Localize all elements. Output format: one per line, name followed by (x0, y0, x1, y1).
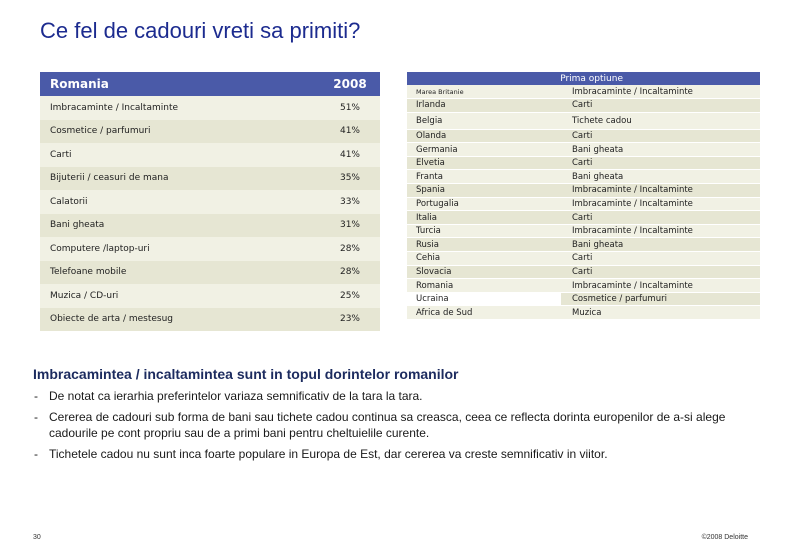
bullet-item: - Tichetele cadou nu sunt inca foarte populare in Europa de Est, dar cererea va creste semnificativ in viitor. (33, 446, 773, 462)
choice-cell: Tichete cadou (561, 112, 760, 129)
table-row (40, 96, 380, 120)
choice-cell: Imbracaminte / Incaltaminte (561, 184, 760, 198)
choice-cell: Imbracaminte / Incaltaminte (561, 279, 760, 293)
country-cell: Belgia (407, 112, 561, 129)
country-cell: Italia (407, 211, 561, 225)
country-cell: Africa de Sud (407, 306, 561, 320)
row-label: Bijuterii / ceasuri de mana (40, 167, 320, 191)
row-value: 28% (320, 261, 380, 285)
summary-section (33, 366, 773, 467)
summary-heading: Imbracamintea / incaltamintea sunt in topul dorintelor romanilor (33, 366, 459, 382)
slide-title: Ce fel de cadouri vreti sa primiti? (40, 18, 361, 43)
country-cell: Ucraina (407, 292, 561, 306)
row-value: 51% (320, 96, 380, 120)
bullet-list (33, 388, 773, 462)
table-row (407, 99, 760, 113)
choice-cell: Imbracaminte / Incaltaminte (561, 85, 760, 99)
choice-cell: Imbracaminte / Incaltaminte (561, 197, 760, 211)
choice-cell: Bani gheata (561, 143, 760, 157)
choice-cell: Carti (561, 156, 760, 170)
row-label: Bani gheata (40, 214, 320, 238)
country-cell: Cehia (407, 252, 561, 266)
bullet-item: - De notat ca ierarhia preferintelor variaza semnificativ de la tara la tara. (33, 388, 773, 404)
country-cell: Franta (407, 170, 561, 184)
country-cell: Portugalia (407, 197, 561, 211)
row-label: Carti (40, 143, 320, 167)
country-cell: Spania (407, 184, 561, 198)
row-value: 31% (320, 214, 380, 238)
country-cell: Irlanda (407, 99, 561, 113)
table-row (40, 284, 380, 308)
table-row (40, 237, 380, 261)
row-label: Imbracaminte / Incaltaminte (40, 96, 320, 120)
table-row (407, 143, 760, 157)
country-cell: Olanda (407, 129, 561, 143)
table-row (407, 265, 760, 279)
table-row (407, 306, 760, 320)
table-row (40, 143, 380, 167)
table-row (407, 197, 760, 211)
row-label: Computere /laptop-uri (40, 237, 320, 261)
table-row (407, 279, 760, 293)
table-header-row (40, 72, 380, 96)
row-value: 23% (320, 308, 380, 332)
table-row (407, 184, 760, 198)
table-row (407, 292, 760, 306)
table-row (40, 214, 380, 238)
row-value: 28% (320, 237, 380, 261)
choice-cell: Imbracaminte / Incaltaminte (561, 224, 760, 238)
row-label: Obiecte de arta / mestesug (40, 308, 320, 332)
header-country: Romania (40, 72, 320, 96)
choice-cell: Cosmetice / parfumuri (561, 292, 760, 306)
table-row (407, 85, 760, 99)
page-number: 30 (33, 534, 41, 541)
table-row (40, 308, 380, 332)
row-value: 33% (320, 190, 380, 214)
choice-cell: Carti (561, 252, 760, 266)
header-year: 2008 (320, 72, 380, 96)
header-first-choice: Prima optiune (407, 72, 760, 85)
choice-cell: Carti (561, 129, 760, 143)
table-row (40, 120, 380, 144)
country-cell: Germania (407, 143, 561, 157)
country-cell: Elvetia (407, 156, 561, 170)
table-header-row (407, 72, 760, 85)
table-row (407, 252, 760, 266)
copyright-notice: ©2008 Deloitte (701, 534, 748, 541)
country-cell: Marea Britanie (407, 85, 561, 99)
country-cell: Slovacia (407, 265, 561, 279)
choice-cell: Bani gheata (561, 170, 760, 184)
country-cell: Romania (407, 279, 561, 293)
table-row (40, 167, 380, 191)
row-value: 35% (320, 167, 380, 191)
country-cell: Turcia (407, 224, 561, 238)
first-choice-by-country-table (407, 72, 760, 320)
row-value: 25% (320, 284, 380, 308)
choice-cell: Carti (561, 211, 760, 225)
choice-cell: Bani gheata (561, 238, 760, 252)
choice-cell: Muzica (561, 306, 760, 320)
row-label: Calatorii (40, 190, 320, 214)
bullet-item: - Cererea de cadouri sub forma de bani sau tichete cadou continua sa creasca, ceea ce reflecta dorinta europenilor de a-si alege cadourile pe cont propriu sau de a primi bani pentru cheltuielile curente. (33, 409, 773, 441)
row-label: Telefoane mobile (40, 261, 320, 285)
row-label: Muzica / CD-uri (40, 284, 320, 308)
row-value: 41% (320, 120, 380, 144)
choice-cell: Carti (561, 265, 760, 279)
table-row (407, 156, 760, 170)
table-row (407, 112, 760, 129)
table-row (40, 261, 380, 285)
row-value: 41% (320, 143, 380, 167)
table-row (40, 190, 380, 214)
table-row (407, 224, 760, 238)
country-cell: Rusia (407, 238, 561, 252)
choice-cell: Carti (561, 99, 760, 113)
row-label: Cosmetice / parfumuri (40, 120, 320, 144)
romania-gifts-table (40, 72, 380, 331)
table-row (407, 170, 760, 184)
table-row (407, 129, 760, 143)
table-row (407, 238, 760, 252)
table-row (407, 211, 760, 225)
